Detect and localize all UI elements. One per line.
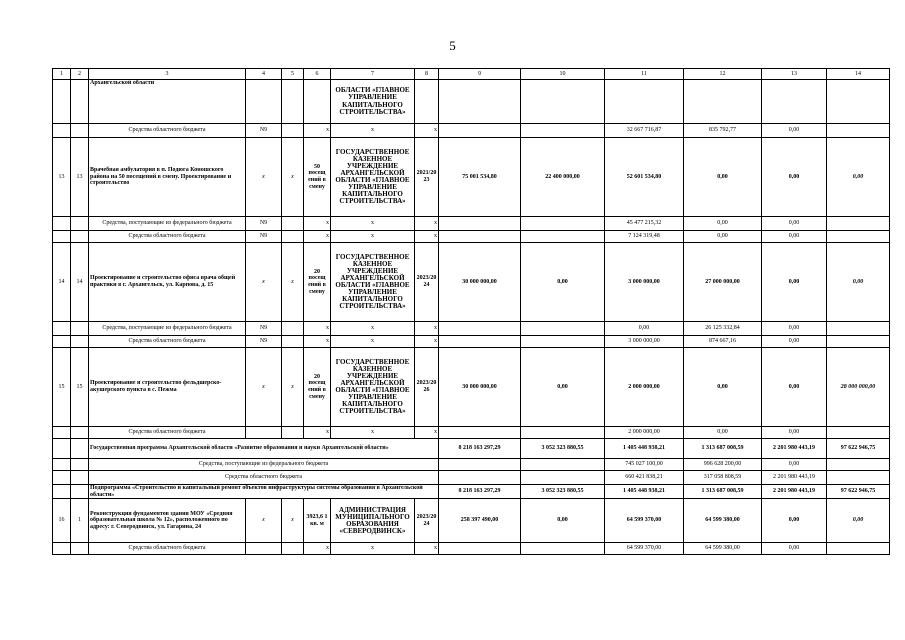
cell (521, 217, 605, 231)
cell (53, 231, 71, 243)
cell (282, 322, 304, 336)
cell-amount: 996 628 200,00 (684, 459, 762, 471)
cell-amount: 64 599 380,00 (684, 543, 762, 555)
cell-x: x (304, 231, 331, 243)
cell-organization: ОБЛАСТИ «ГЛАВНОЕ УПРАВЛЕНИЕ КАПИТАЛЬНОГО СТРОИТЕЛЬСТВА» (331, 80, 415, 124)
cell-amount: 0,00 (827, 138, 890, 217)
cell (521, 543, 605, 555)
cell-x: x (331, 427, 415, 439)
cell-amount: 52 601 534,80 (605, 138, 684, 217)
cell (246, 80, 282, 124)
cell (439, 459, 521, 471)
cell-object-name: Реконструкция фундаментов здания МОУ «Средняя образовательная школа № 12», расположенного по адресу: г. Северодвинск, ул. Гагарина, 24 (89, 499, 246, 543)
cell-amount: 0,00 (762, 322, 827, 336)
table-row (53, 217, 890, 231)
cell (53, 439, 71, 459)
cell-x: x (246, 499, 282, 543)
cell (53, 124, 71, 138)
cell (282, 217, 304, 231)
cell-amount: 0,00 (521, 499, 605, 543)
table-row (53, 336, 890, 348)
cell-amount: 0,00 (827, 243, 890, 322)
cell-number: 15 (71, 348, 89, 427)
cell (439, 231, 521, 243)
column-header: 10 (521, 69, 605, 80)
cell-amount: 0,00 (762, 231, 827, 243)
cell-x: x (246, 348, 282, 427)
cell-amount: 1 313 687 008,59 (684, 439, 762, 459)
cell-amount: 7 124 319,48 (605, 231, 684, 243)
cell-amount: 0,00 (521, 348, 605, 427)
cell (415, 80, 439, 124)
financing-table (52, 68, 890, 555)
cell-program-name: Подпрограмма «Строительство и капитальный ремонт объектов инфраструктуры системы образования в Архангельской области» (89, 485, 439, 499)
cell-amount: 835 792,77 (684, 124, 762, 138)
cell-source: Средства, поступающие из федерального бюджета (89, 459, 439, 471)
cell-x: x (304, 336, 331, 348)
cell-x: x (331, 217, 415, 231)
cell-x: x (282, 243, 304, 322)
cell-x: x (331, 124, 415, 138)
cell-amount: 0,00 (605, 322, 684, 336)
cell-source: Средства областного бюджета (89, 471, 439, 485)
table-row (53, 427, 890, 439)
cell-code: N9 (246, 217, 282, 231)
cell-amount: 660 421 838,21 (605, 471, 684, 485)
cell-amount: 0,00 (827, 499, 890, 543)
table-row (53, 80, 890, 124)
cell (827, 543, 890, 555)
column-header: 14 (827, 69, 890, 80)
cell (439, 336, 521, 348)
cell-x: x (415, 543, 439, 555)
cell-amount: 0,00 (762, 427, 827, 439)
cell (439, 217, 521, 231)
cell (521, 459, 605, 471)
cell-x: x (415, 217, 439, 231)
table-row (53, 348, 890, 427)
cell-x: x (331, 336, 415, 348)
cell (71, 231, 89, 243)
cell (827, 459, 890, 471)
cell (282, 336, 304, 348)
cell-capacity: 3923,6 1 кв. м (304, 499, 331, 543)
column-header: 4 (246, 69, 282, 80)
cell-amount: 3 052 323 880,55 (521, 439, 605, 459)
cell-amount: 8 218 163 297,29 (439, 439, 521, 459)
cell-object-name: Проектирование и строительство офиса врача общей практики в г. Архангельск, ул. Карпова, д. 15 (89, 243, 246, 322)
cell-amount: 3 052 323 880,55 (521, 485, 605, 499)
cell-code: N9 (246, 231, 282, 243)
cell-x: x (415, 124, 439, 138)
column-header: 7 (331, 69, 415, 80)
cell-amount: 30 000 000,00 (439, 243, 521, 322)
column-header: 8 (415, 69, 439, 80)
table-row (53, 322, 890, 336)
cell (304, 80, 331, 124)
cell-amount: 32 667 716,87 (605, 124, 684, 138)
column-header: 6 (304, 69, 331, 80)
column-header: 1 (53, 69, 71, 80)
column-header: 12 (684, 69, 762, 80)
cell-x: x (246, 138, 282, 217)
cell-x: x (304, 543, 331, 555)
cell (827, 80, 890, 124)
cell-amount: 0,00 (762, 459, 827, 471)
cell-capacity: 20 посещ ений в смену (304, 348, 331, 427)
cell (282, 427, 304, 439)
cell-number: 15 (53, 348, 71, 427)
cell-amount: 258 397 490,00 (439, 499, 521, 543)
cell-amount: 2 201 980 443,19 (762, 439, 827, 459)
table-row (53, 543, 890, 555)
cell-amount: 1 405 448 938,21 (605, 439, 684, 459)
cell (439, 543, 521, 555)
cell (827, 124, 890, 138)
cell-amount: 97 622 946,75 (827, 485, 890, 499)
cell-period: 2023/20 24 (415, 499, 439, 543)
cell-source: Средства, поступающие из федерального бюджета (89, 217, 246, 231)
table-row (53, 243, 890, 322)
cell-amount: 1 313 687 008,59 (684, 485, 762, 499)
cell-amount: 3 000 000,00 (605, 336, 684, 348)
page-number: 5 (449, 38, 456, 53)
cell-object-name: Врачебная амбулатория в п. Подюга Коношского района на 50 посещений в смену. Проектирование и строительство (89, 138, 246, 217)
cell-amount: 64 599 380,00 (684, 499, 762, 543)
cell-organization: ГОСУДАРСТВЕННОЕ КАЗЕННОЕ УЧРЕЖДЕНИЕ АРХАНГЕЛЬСКОЙ ОБЛАСТИ «ГЛАВНОЕ УПРАВЛЕНИЕ КАПИТАЛЬНОГО СТРОИТЕЛЬСТВА» (331, 138, 415, 217)
cell-x: x (304, 427, 331, 439)
cell-amount: 0,00 (684, 231, 762, 243)
cell-program-name: Государственная программа Архангельской области «Развитие образования и науки Архангельской области» (89, 439, 439, 459)
cell (71, 322, 89, 336)
column-header: 9 (439, 69, 521, 80)
cell (71, 124, 89, 138)
cell-x: x (246, 243, 282, 322)
cell (827, 322, 890, 336)
cell (71, 336, 89, 348)
cell (71, 439, 89, 459)
cell (439, 471, 521, 485)
cell-x: x (304, 322, 331, 336)
cell-amount: 22 400 000,00 (521, 138, 605, 217)
cell (53, 322, 71, 336)
cell-x: x (282, 499, 304, 543)
cell (71, 459, 89, 471)
cell-code: N9 (246, 124, 282, 138)
cell (246, 427, 282, 439)
cell (71, 427, 89, 439)
table-row (53, 471, 890, 485)
cell-amount: 0,00 (762, 336, 827, 348)
cell (827, 336, 890, 348)
cell (282, 543, 304, 555)
cell-x: x (282, 348, 304, 427)
cell (762, 80, 827, 124)
cell-x: x (415, 336, 439, 348)
cell-capacity: 50 посещ ений в смену (304, 138, 331, 217)
column-header: 13 (762, 69, 827, 80)
cell-amount: 0,00 (762, 217, 827, 231)
cell-amount: 0,00 (684, 138, 762, 217)
cell-amount: 0,00 (684, 427, 762, 439)
cell (439, 322, 521, 336)
cell-amount: 874 667,16 (684, 336, 762, 348)
cell-object-name: Архангельской области (89, 80, 246, 124)
cell (521, 124, 605, 138)
cell-amount: 64 599 370,00 (605, 543, 684, 555)
cell (53, 459, 71, 471)
cell-amount: 0,00 (762, 243, 827, 322)
cell-amount: 30 000 000,00 (439, 348, 521, 427)
cell (53, 543, 71, 555)
cell-x: x (304, 217, 331, 231)
cell-amount: 0,00 (684, 348, 762, 427)
cell (439, 427, 521, 439)
table-row (53, 459, 890, 471)
cell-amount: 0,00 (762, 543, 827, 555)
cell (53, 427, 71, 439)
cell-code: N9 (246, 336, 282, 348)
cell-source: Средства областного бюджета (89, 336, 246, 348)
cell (53, 471, 71, 485)
cell-amount: 2 000 000,00 (605, 427, 684, 439)
cell-number: 16 (53, 499, 71, 543)
cell (71, 80, 89, 124)
cell-amount: 75 001 534,80 (439, 138, 521, 217)
cell (71, 217, 89, 231)
cell-number: 14 (71, 243, 89, 322)
cell-source: Средства областного бюджета (89, 427, 246, 439)
cell (282, 80, 304, 124)
table-header-row (53, 69, 890, 80)
cell-amount: 0,00 (762, 348, 827, 427)
cell-amount: 45 477 215,32 (605, 217, 684, 231)
table-row-program (53, 439, 890, 459)
cell-source: Средства областного бюджета (89, 231, 246, 243)
cell-amount: 27 000 000,00 (684, 243, 762, 322)
cell-amount: 28 000 000,00 (827, 348, 890, 427)
cell-amount: 745 027 100,00 (605, 459, 684, 471)
cell (71, 543, 89, 555)
cell (53, 80, 71, 124)
cell-amount: 26 125 332,84 (684, 322, 762, 336)
cell (53, 336, 71, 348)
column-header: 3 (89, 69, 246, 80)
cell-period: 2023/20 26 (415, 348, 439, 427)
cell (53, 217, 71, 231)
cell-capacity: 20 посещ ений в смену (304, 243, 331, 322)
cell (521, 231, 605, 243)
cell-amount: 0,00 (762, 138, 827, 217)
cell (282, 231, 304, 243)
cell-number: 13 (53, 138, 71, 217)
cell-amount: 0,00 (762, 499, 827, 543)
column-header: 11 (605, 69, 684, 80)
cell-x: x (304, 124, 331, 138)
cell-code: N9 (246, 322, 282, 336)
cell (246, 543, 282, 555)
table-row-subprogram (53, 485, 890, 499)
cell-amount: 8 218 163 297,29 (439, 485, 521, 499)
cell-amount: 0,00 (684, 217, 762, 231)
cell-amount: 2 000 000,00 (605, 348, 684, 427)
cell-number: 13 (71, 138, 89, 217)
cell-amount: 64 599 370,00 (605, 499, 684, 543)
cell-organization: ГОСУДАРСТВЕННОЕ КАЗЕННОЕ УЧРЕЖДЕНИЕ АРХАНГЕЛЬСКОЙ ОБЛАСТИ «ГЛАВНОЕ УПРАВЛЕНИЕ КАПИТАЛЬНОГО СТРОИТЕЛЬСТВА» (331, 243, 415, 322)
cell-x: x (282, 138, 304, 217)
cell (521, 336, 605, 348)
cell-organization: АДМИНИСТРАЦИЯ МУНИЦИПАЛЬНОГО ОБРАЗОВАНИЯ «СЕВЕРОДВИНСК» (331, 499, 415, 543)
table-row (53, 231, 890, 243)
cell-amount: 2 201 980 443,19 (762, 485, 827, 499)
cell (684, 80, 762, 124)
cell (282, 124, 304, 138)
cell (521, 322, 605, 336)
cell-amount: 0,00 (521, 243, 605, 322)
cell (827, 427, 890, 439)
cell-source: Средства областного бюджета (89, 543, 246, 555)
cell-x: x (415, 231, 439, 243)
cell-x: x (415, 322, 439, 336)
cell (827, 217, 890, 231)
cell-amount: 317 058 808,59 (684, 471, 762, 485)
table-row (53, 499, 890, 543)
cell (521, 427, 605, 439)
cell (53, 485, 71, 499)
cell (521, 471, 605, 485)
cell-amount: 1 405 448 938,21 (605, 485, 684, 499)
cell (827, 471, 890, 485)
table-row (53, 138, 890, 217)
cell-number: 1 (71, 499, 89, 543)
cell-amount: 3 000 000,00 (605, 243, 684, 322)
cell (827, 231, 890, 243)
cell-organization: ГОСУДАРСТВЕННОЕ КАЗЕННОЕ УЧРЕЖДЕНИЕ АРХАНГЕЛЬСКОЙ ОБЛАСТИ «ГЛАВНОЕ УПРАВЛЕНИЕ КАПИТАЛЬНОГО СТРОИТЕЛЬСТВА» (331, 348, 415, 427)
cell (71, 485, 89, 499)
cell-amount: 2 201 980 443,19 (762, 471, 827, 485)
cell-amount: 0,00 (762, 124, 827, 138)
cell (605, 80, 684, 124)
cell-x: x (331, 543, 415, 555)
cell-period: 2021/20 23 (415, 138, 439, 217)
cell (71, 471, 89, 485)
cell-source: Средства областного бюджета (89, 124, 246, 138)
cell-source: Средства, поступающие из федерального бюджета (89, 322, 246, 336)
cell-x: x (331, 231, 415, 243)
cell (521, 80, 605, 124)
cell-period: 2023/20 24 (415, 243, 439, 322)
table-row (53, 124, 890, 138)
cell-x: x (331, 322, 415, 336)
cell (439, 124, 521, 138)
cell (439, 80, 521, 124)
cell-object-name: Проектирование и строительство фельдшерско-акушерского пункта в с. Пежма (89, 348, 246, 427)
cell-number: 14 (53, 243, 71, 322)
column-header: 2 (71, 69, 89, 80)
column-header: 5 (282, 69, 304, 80)
cell-x: x (415, 427, 439, 439)
cell-amount: 97 622 946,75 (827, 439, 890, 459)
